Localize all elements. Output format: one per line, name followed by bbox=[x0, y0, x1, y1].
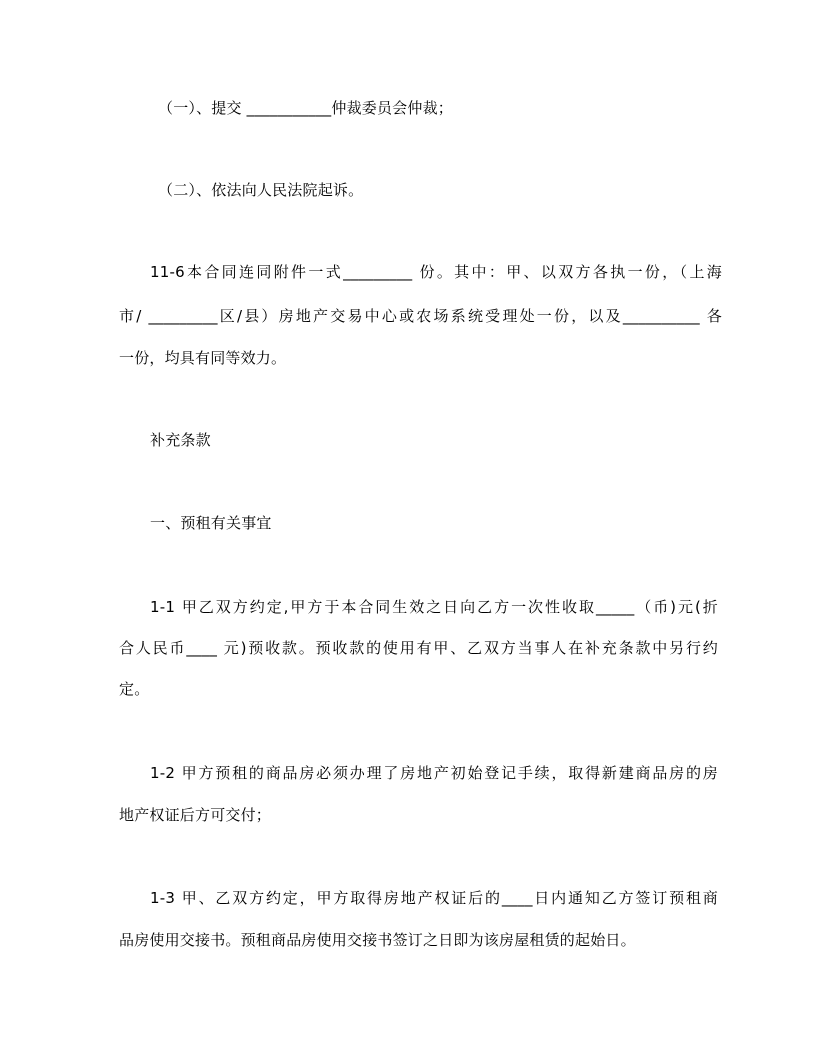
clause-arbitration: （一）、提交 ___________仲裁委员会仲裁； bbox=[158, 99, 453, 117]
clause-11-6-line-1: 11-6本合同连同附件一式_________ 份。其中：甲、以双方各执一份，（上海 bbox=[150, 263, 722, 281]
clause-1-1-line-3: 定。 bbox=[119, 680, 150, 698]
clause-11-6-line-2: 市/ _________区/县）房地产交易中心或农场系统受理处一份，以及__________ 各 bbox=[119, 307, 722, 325]
clause-1-2-line-2: 地产权证后方可交付； bbox=[119, 806, 272, 824]
section-heading-supplementary: 补充条款 bbox=[150, 431, 211, 449]
clause-litigation: （二）、依法向人民法院起诉。 bbox=[158, 181, 364, 199]
clause-1-2-line-1: 1-2 甲方预租的商品房必须办理了房地产初始登记手续，取得新建商品房的房 bbox=[150, 764, 718, 782]
clause-1-3-line-1: 1-3 甲、乙双方约定，甲方取得房地产权证后的____日内通知乙方签订预租商 bbox=[150, 889, 718, 907]
section-heading-pre-lease: 一、预租有关事宜 bbox=[150, 514, 272, 532]
clause-1-3-line-2: 品房使用交接书。预租商品房使用交接书签订之日即为该房屋租赁的起始日。 bbox=[119, 931, 636, 949]
clause-11-6-line-3: 一份，均具有同等效力。 bbox=[119, 349, 287, 367]
clause-1-1-line-1: 1-1 甲乙双方约定,甲方于本合同生效之日向乙方一次性收取_____（币)元(折 bbox=[150, 598, 718, 616]
clause-1-1-line-2: 合人民币____ 元)预收款。预收款的使用有甲、乙双方当事人在补充条款中另行约 bbox=[119, 639, 718, 657]
